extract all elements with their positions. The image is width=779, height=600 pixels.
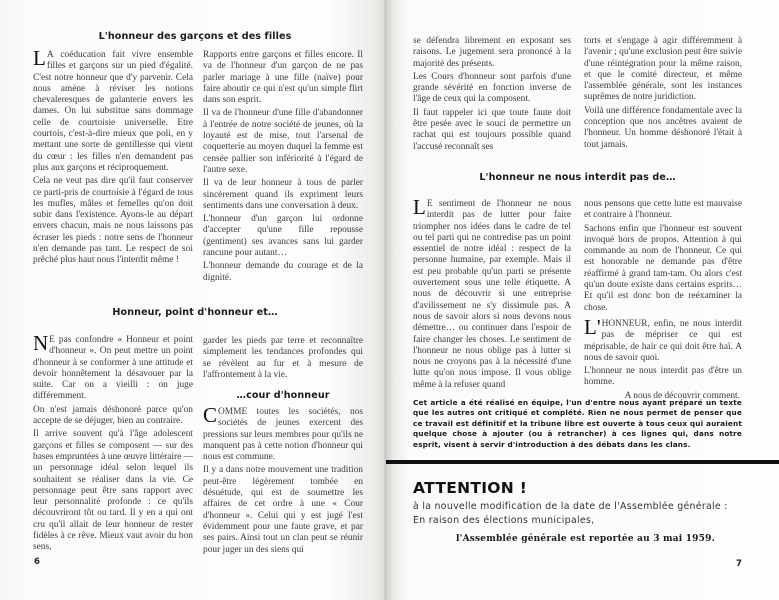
paragraph: On n'est jamais déshonoré parce qu'on accepte de se déjuger, bien au contraire. [33, 404, 193, 427]
paragraph: Il arrive souvent qu'à l'âge adolescent garçons et filles se composent — sur des bases empruntées à une œuvre littéraire — un personnage idéal selon lequel ils souhaitent se réaliser dans la vie. Ce personnage peut être sans rapport avec leur personnalité profonde : ce qu'ils découvriront tôt ou tard. Il y en a qui ont cru qu'il allait de leur honneur de rester fidèles à ce rêve. Mieux vaut avoir du bon sens, [33, 429, 193, 553]
paragraph: Il faut rappeler ici que toute faute doit être pesée avec le souci de permettre un rachat qui est toujours possible quand l'accusé reconnaît ses [413, 107, 571, 152]
drop-cap: C [203, 403, 218, 427]
attention-title: ATTENTION ! [413, 479, 528, 497]
paragraph: Sachons enfin que l'honneur est souvent invoqué hors de propos. Attention à qui commande au nom de l'honneur. Ce qui est honorable ne demande pas d'être réaffirmé à grand tam-tam. Ou alors c'est qu'un doute existe dans certains esprits… Et qu'il est donc bon de reéxaminer la chose. [584, 223, 742, 313]
drop-cap: N [33, 331, 49, 355]
paragraph: L'honneur ne nous interdit pas d'être un homme. [584, 366, 742, 388]
paragraph: L'honneur demande du courage et de la dignité. [203, 261, 363, 283]
section2-column-2 [203, 336, 363, 383]
section3-column [203, 403, 363, 558]
paragraph: Les Cours d'honneur sont parfois d'une grande sévérité en fonction inverse de l'âge de ceux qui la composent. [413, 71, 571, 105]
section-title-ne-nous-interdit-pas: L'honneur ne nous interdit pas de… [479, 172, 676, 183]
paragraph: nous pensons que cette lutte est mauvaise et contraire à l'honneur. [584, 199, 742, 221]
section-title-cour-d-honneur: …cour d'honneur [236, 390, 330, 401]
paragraph: Il va de l'honneur d'une fille d'abandonner à l'entrée de notre société de jeunes, où la loyauté est de mise, tout l'arsenal de coquetterie au moyen duquel la femme est censée pallier son infériorité à l'égard de l'autre sexe. [203, 108, 363, 175]
section4-column-2 [584, 199, 742, 404]
paragraph: L A coéducation fait vivre ensemble filles et garçons sur un pied d'égalité. C'est notre honneur que d'y parvenir. Cela nous amène à réviser les notions chevaleresques de galanterie envers les dames. On lui substitue sans dommage celle de courtoisie universelle. Etre courtois, c'est-à-dire mieux que poli, en y mettant une sorte de gentillesse qui vient du cœur : les filles n'en demandent pas plus aux garçons et réciproquement. [33, 46, 193, 173]
section4-column-1 [413, 195, 571, 393]
paragraph: N E pas confondre « Honneur et point d'honneur ». On peut mettre un point d'honneur à se conformer à une attitude et devoir honnêtement la désavouer par la suite. Car on a vieilli : on juge différemment. [33, 331, 193, 402]
attention-line-1: à la nouvelle modification de la date de l'Assemblée générale : [413, 501, 728, 512]
horizontal-rule [386, 460, 779, 464]
section1-column-1 [33, 46, 193, 269]
attention-text [413, 500, 753, 528]
paragraph: Voilà une différence fondamentale avec la conception que nos ancêtres avaient de l'honneur. Un homme déshonoré l'était à tout jamais. [584, 105, 742, 150]
paragraph: A nous de découvrir comment. [624, 390, 740, 401]
attention-line-2: En raison des élections municipales, [413, 515, 595, 526]
paragraph: Il va de leur honneur à tous de parler sincèrement quand ils expriment leurs sentiments dans une conversation à deux. [203, 178, 363, 211]
paragraph: L E sentiment de l'honneur ne nous interdit pas de lutter pour faire triompher nos idées dans le cadre de tel ou tel parti qui ne contredise pas un point essentiel de notre idéal : respect de la personne humaine, par exemple. Mais il est peu probable qu'un parti se présente ouvertement sous une telle étiquette. A nous de découvrir si une entreprise d'avilissement ne s'y dissimule pas. A nous de savoir alors si nous devons nous démettre… ou continuer dans l'espoir de faire changer les choses. Le sentiment de l'honneur ne nous oblige pas à lutter si nous ne croyons pas à la nécessité d'une lutte qu'on nous impose. Il vous oblige même à la refuser quand [413, 195, 571, 390]
section-title-point-d-honneur: Honneur, point d'honneur et… [112, 307, 278, 318]
drop-cap: L [33, 46, 46, 70]
top-column-2 [584, 36, 742, 153]
paragraph: garder les pieds par terre et reconnaître simplement les tendances profondes qui se révèlent au fur et à mesure de l'affrontement à la vie. [203, 336, 363, 380]
section-title-honneur-garcons-filles: L'honneur des garçons et des filles [98, 31, 292, 42]
top-column-1 [413, 36, 571, 155]
paragraph: Il y a dans notre mouvement une tradition peut-être légèrement tombée en désuétude, qui est de soumettre les affaires de cet ordre à une « Cour d'honneur ». Celui qui y est jugé l'est évidemment pour une faute grave, et par ses pairs. Ainsi tout un clan peut se réunir pour juger un des siens qui [203, 465, 363, 555]
paragraph: L'honneur d'un garçon lui ordonne d'accepter qu'une fille repousse (gentiment) ses avances sans lui garder rancune pour autant… [203, 214, 363, 259]
paragraph: Rapports entre garçons et filles encore. Il va de l'honneur d'un garçon de ne pas parler mariage à une fille (naïve) pour faire aboutir ce qui n'est qu'un simple flirt dans son esprit. [203, 50, 363, 106]
right-page [386, 0, 779, 600]
paragraph: Cela ne veut pas dire qu'il faut conserver ce parti-pris de courtoisie à l'égard de tous les mufles, mâles et femelles qu'on doit subir dans l'existence. Ayons-le au départ envers chacun, mais ne nous laissons pas écraser les pieds : notre sens de l'honneur n'en demande pas tant. Le respect de soi prêché plus haut nous l'interdit même ! [33, 176, 193, 266]
paragraph: L' HONNEUR, enfin, ne nous interdit pas de mépriser ce qui est méprisable, de haïr ce qui doit être haï. A nous de savoir quoi. [584, 314, 742, 363]
attention-announcement: l'Assemblée générale est reportée au 3 mai 1959. [456, 534, 715, 544]
paragraph: se défendra librement en exposant ses raisons. Le jugement sera prononcé à la majorité des présents. [413, 36, 571, 69]
drop-cap: L [413, 195, 426, 219]
paragraph: COMME toutes les sociétés, nos sociétés de jeunes exercent des pressions sur leurs membres pour qu'ils ne manquent pas à cette notion d'honneur qui nous est commune. [203, 403, 363, 463]
drop-cap: L' [584, 314, 601, 339]
section1-column-2 [203, 50, 363, 286]
page-number: 6 [34, 557, 40, 567]
paragraph: torts et s'engage à agir différemment à l'avenir ; qu'une exclusion peut être suivie d'une réintégration pour la même raison, et que le comité directeur, et même l'assemblée générale, sont les instances suprêmes de notre juridiction. [584, 36, 742, 103]
editorial-note: Cet article a été réalisé en équipe, l'un d'entre nous ayant préparé un texte que les autres ont critiqué et complété. Rien ne nous permet de penser que ce travail est définitif et la tribune libre est ouverte à tous ceux qui auraient quelque chose à ajouter (ou à retrancher) à ces lignes qui, dans notre esprit, visent à servir d'introduction à des débats dans les clans. [413, 398, 742, 449]
left-page [0, 0, 386, 600]
section2-column-1 [33, 331, 193, 556]
page-number: 7 [736, 559, 742, 569]
